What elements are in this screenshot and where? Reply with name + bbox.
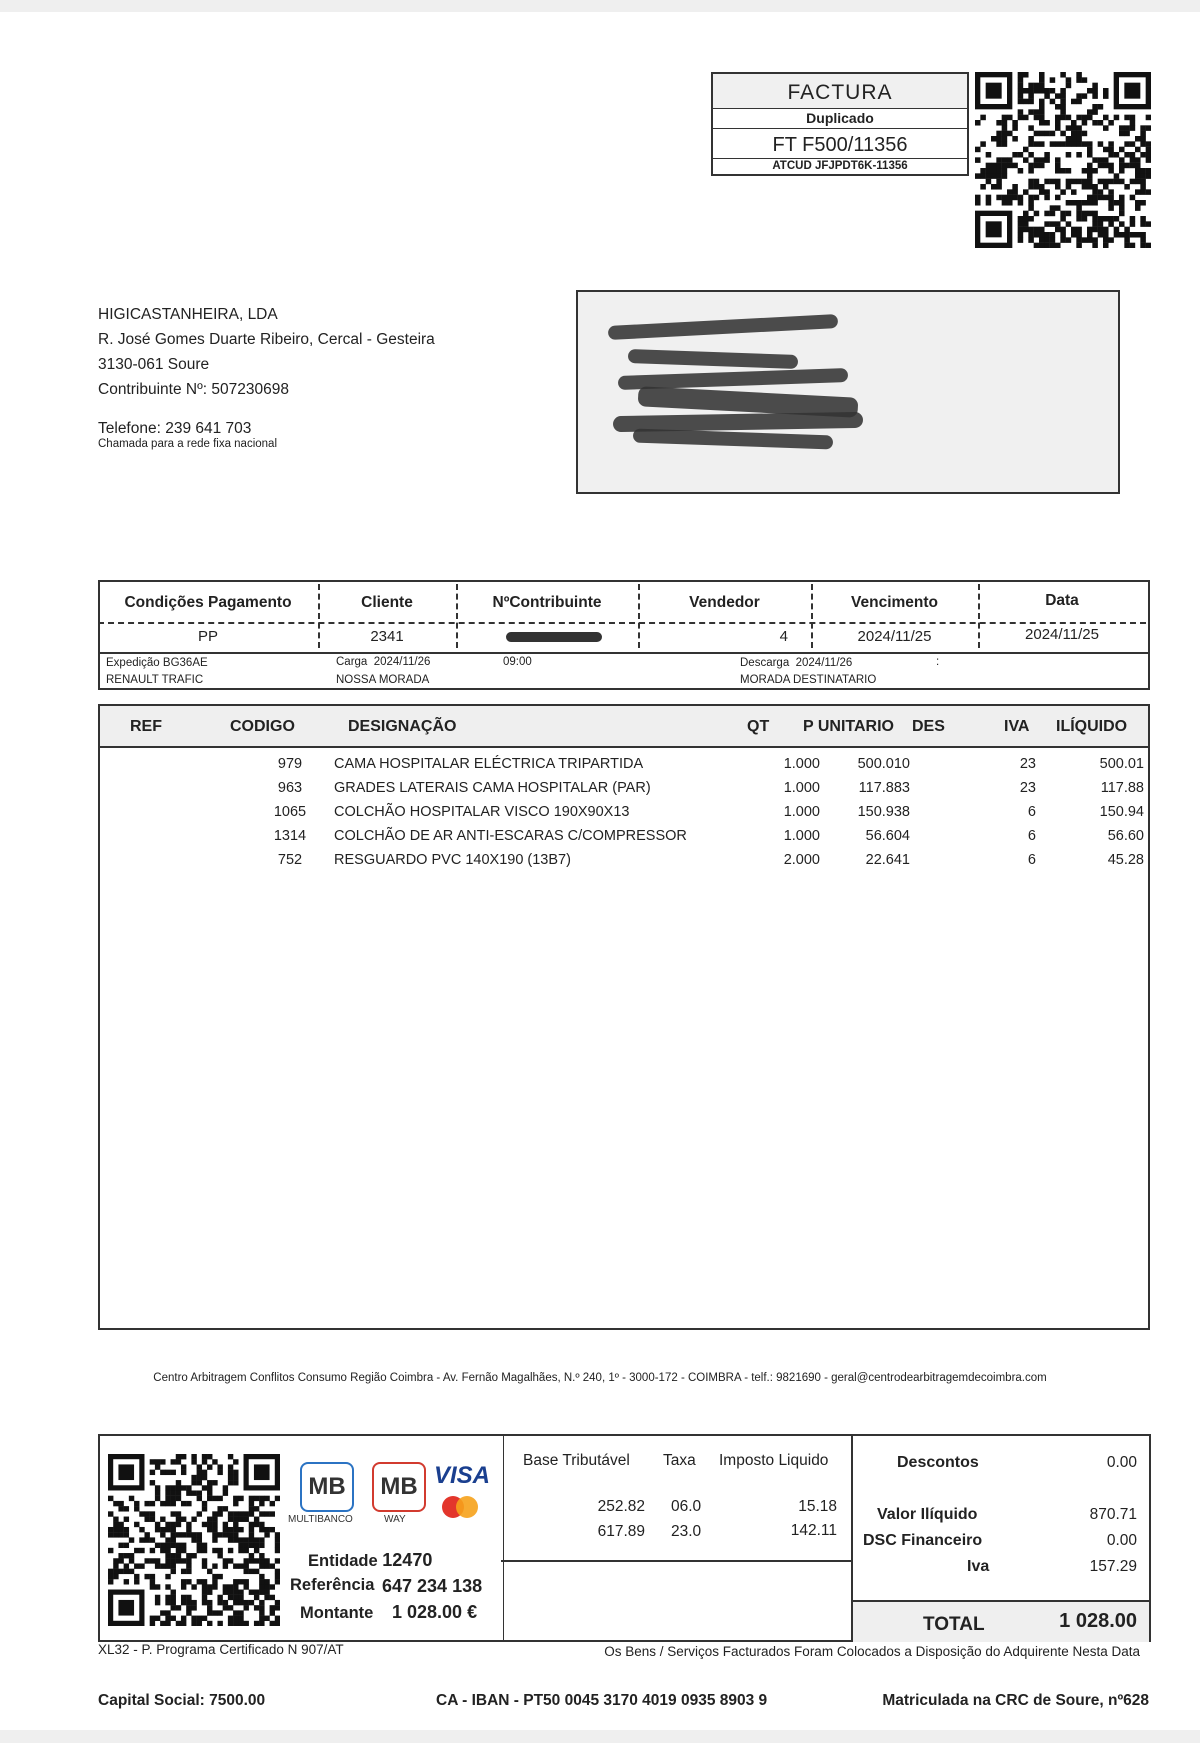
header-due-label: Vencimento [851,594,938,611]
due-date: 2024/11/25 [857,628,932,645]
mastercard-logo-part [456,1496,478,1518]
mb-amount: 1 028.00 € [392,1602,478,1622]
issuer-block [98,302,435,451]
row-vat: 6 [1027,828,1036,844]
row-qty: 2.000 [783,852,820,868]
tax-rate: 23.0 [671,1523,702,1540]
seller-number: 4 [779,628,788,645]
tax-amount: 15.18 [798,1498,837,1515]
col-unit-price: P UNITARIO [803,718,894,735]
mb-reference-label: Referência [290,1576,375,1594]
gross-value-label: Valor Ilíquido [877,1506,978,1523]
issuer-name: HIGICASTANHEIRA, LDA [98,306,278,323]
mbway-logo-icon: MB [372,1462,426,1512]
mb-amount-label: Montante [300,1604,374,1622]
col-vat: IVA [1004,718,1030,735]
mb-entity-row: Entidade 12470 [308,1550,433,1570]
col-description: DESIGNAÇÃO [348,718,457,735]
row-unit-price: 500.010 [857,756,910,772]
grand-total-value: 1 028.00 [1059,1610,1137,1632]
gross-value: 870.71 [1089,1506,1137,1523]
client-number: 2341 [370,628,404,645]
table-row [100,828,1148,852]
copy-label: Duplicado [713,109,967,129]
nif-redaction [506,632,602,642]
col-ref: REF [130,718,162,735]
discounts-label: Descontos [897,1454,979,1471]
payment-qr-code-icon [108,1454,280,1626]
table-row [100,852,1148,876]
multibanco-caption: MULTIBANCO [288,1514,353,1525]
row-vat: 23 [1019,756,1036,772]
vat-total-value: 157.29 [1089,1558,1137,1575]
tax-base: 252.82 [597,1498,645,1515]
customer-address-box [576,290,1120,494]
unload-place: MORADA DESTINATARIO [740,674,877,686]
vehicle: RENAULT TRAFIC [106,674,204,686]
row-vat: 6 [1027,852,1036,868]
mbway-caption: WAY [384,1514,406,1525]
unload-info: Descarga 2024/11/26 [740,657,853,669]
tax-amount: 142.11 [790,1522,837,1539]
unload-date: 2024/11/26 [795,657,853,669]
tax-rate-header: Taxa [663,1452,696,1469]
row-qty: 1.000 [783,756,820,772]
invoice-number: FT F500/11356 [713,129,967,159]
multibanco-logo-icon: MB [300,1462,354,1512]
row-vat: 23 [1019,780,1036,796]
load-time: 09:00 [503,656,532,668]
row-description: COLCHÃO DE AR ANTI-ESCARAS C/COMPRESSOR [334,828,687,844]
load-place: NOSSA MORADA [336,674,430,686]
col-net: ILÍQUIDO [1056,718,1128,735]
issuer-phone: Telefone: 239 641 703 [98,420,252,437]
tax-summary [501,1434,851,1642]
row-net: 150.94 [1099,804,1144,820]
invoice-title-box [711,72,969,176]
row-code: 752 [277,852,303,868]
load-info: Carga 2024/11/26 [336,656,431,668]
table-row [100,780,1148,804]
invoice-qr-code-icon [975,72,1151,248]
totals-block [851,1434,1151,1642]
row-net: 117.88 [1100,780,1144,796]
invoice-date: 2024/11/25 [1025,626,1099,643]
visa-logo-icon: VISA [434,1462,491,1489]
expedition-code: BG36AE [162,657,208,669]
row-code: 1065 [273,804,307,820]
header-client-label: Cliente [361,594,413,611]
redaction-scribble [608,312,868,452]
arbitration-notice: Centro Arbitragem Conflitos Consumo Região Coimbra - Av. Fernão Magalhães, N.º 240, 1º - 3000-172 - COIMBRA - telf.: 9821690 - geral@centrodearbitragemdecoimbra.com [153,1372,1047,1384]
row-qty: 1.000 [783,780,820,796]
tax-amount-header: Imposto Liquido [719,1452,829,1469]
header-seller-label: Vendedor [689,594,760,611]
payment-block [98,1434,504,1642]
mb-entity: 12470 [382,1550,433,1570]
issuer-postal: 3130-061 Soure [98,356,210,373]
goods-notice: Os Bens / Serviços Facturados Foram Colocados a Disposição do Adquirente Nesta Data [604,1644,1140,1659]
issuer-nif: Contribuinte Nº: 507230698 [98,381,289,398]
document-header-table [98,580,1148,702]
expedition-label: Expedição BG36AE [106,657,208,669]
document-type: FACTURA [713,74,967,109]
financial-discount-label: DSC Financeiro [863,1532,983,1549]
load-date: 2024/11/26 [373,656,431,668]
company-registry: Matriculada na CRC de Soure, nº628 [882,1692,1149,1709]
row-qty: 1.000 [783,828,820,844]
table-row [100,756,1148,780]
row-unit-price: 22.641 [865,852,910,868]
share-capital: Capital Social: 7500.00 [98,1692,266,1709]
row-code: 979 [277,756,303,772]
tax-base: 617.89 [597,1523,645,1540]
atcud-code: ATCUD JFJPDT6K-11356 [713,159,967,174]
unload-colon: : [936,656,940,668]
vat-total-label: Iva [967,1558,990,1575]
issuer-street: R. José Gomes Duarte Ribeiro, Cercal - Gesteira [98,331,435,348]
row-code: 1314 [273,828,307,844]
row-net: 500.01 [1099,756,1144,772]
line-items-table [98,704,1150,1330]
col-qty: QT [747,718,770,735]
table-row [100,804,1148,828]
grand-total-label: TOTAL [923,1614,985,1635]
row-description: CAMA HOSPITALAR ELÉCTRICA TRIPARTIDA [334,756,644,772]
tax-rate: 06.0 [671,1498,702,1515]
iban: CA - IBAN - PT50 0045 3170 4019 0935 8903 9 [436,1692,768,1709]
col-code: CODIGO [230,718,295,735]
header-payment-label: Condições Pagamento [124,594,292,611]
tax-base-header: Base Tributável [523,1452,630,1469]
row-net: 45.28 [1107,852,1144,868]
grand-total-row [853,1600,1149,1642]
discounts-value: 0.00 [1106,1454,1137,1471]
issuer-phone-note: Chamada para a rede fixa nacional [98,438,278,450]
row-code: 963 [277,780,303,796]
mb-reference: 647 234 138 [382,1576,483,1596]
payment-terms: PP [197,628,218,645]
row-description: COLCHÃO HOSPITALAR VISCO 190X90X13 [334,804,630,820]
header-date-label: Data [1045,592,1079,609]
row-unit-price: 56.604 [865,828,910,844]
row-qty: 1.000 [783,804,820,820]
row-description: GRADES LATERAIS CAMA HOSPITALAR (PAR) [334,780,651,796]
row-unit-price: 117.883 [858,780,910,796]
row-vat: 6 [1027,804,1036,820]
invoice-page [0,12,1200,1730]
row-net: 56.60 [1107,828,1144,844]
financial-discount-value: 0.00 [1106,1532,1137,1549]
col-discount: DES [912,718,945,735]
row-description: RESGUARDO PVC 140X190 (13B7) [334,852,571,868]
header-nif-label: NºContribuinte [492,594,602,611]
software-certification: XL32 - P. Programa Certificado N 907/AT [98,1642,344,1657]
row-unit-price: 150.938 [857,804,910,820]
